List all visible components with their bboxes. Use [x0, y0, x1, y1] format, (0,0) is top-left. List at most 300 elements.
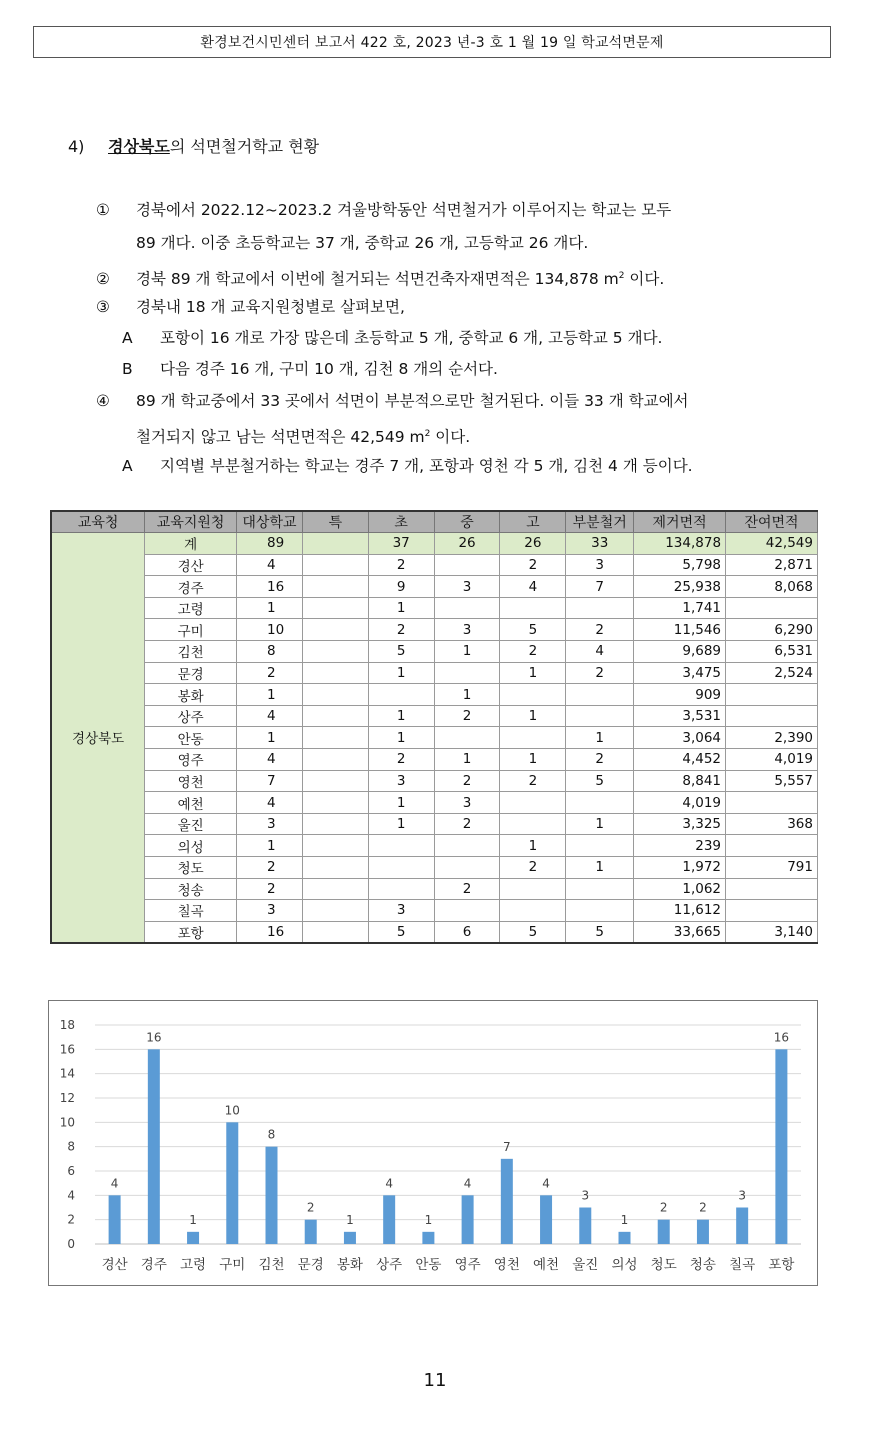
item-text: 89 개 학교중에서 33 곳에서 석면이 부분적으로만 철거된다. 이들 33 개 학교에서 — [136, 392, 689, 410]
table-cell: 1 — [434, 684, 500, 706]
x-tick-label: 청송 — [689, 1257, 716, 1273]
table-cell — [368, 835, 434, 857]
table-cell: 4 — [500, 576, 566, 598]
table-cell: 1 — [566, 857, 634, 879]
table-cell: 울진 — [145, 813, 237, 835]
table-cell: 예천 — [145, 792, 237, 814]
bar — [579, 1208, 591, 1245]
table-cell: 1 — [566, 813, 634, 835]
col-header: 교육지원청 — [145, 511, 237, 533]
x-tick-label: 의성 — [611, 1257, 638, 1273]
x-tick-label: 포항 — [768, 1257, 795, 1273]
x-tick-label: 안동 — [415, 1257, 442, 1273]
data-label: 16 — [146, 1030, 162, 1045]
data-label: 4 — [463, 1176, 472, 1191]
table-cell: 6,290 — [726, 619, 818, 641]
table-cell: 1,062 — [634, 878, 726, 900]
data-label: 3 — [738, 1188, 746, 1203]
list-item-1 — [96, 199, 671, 221]
list-item-4 — [96, 390, 689, 412]
table-cell: 33 — [566, 533, 634, 555]
table-cell: 3 — [236, 813, 302, 835]
table-cell: 8,068 — [726, 576, 818, 598]
table-cell — [726, 878, 818, 900]
report-header-text: 환경보건시민센터 보고서 422 호, 2023 년-3 호 1 월 19 일 학교석면문제 — [200, 35, 664, 51]
bar — [109, 1195, 121, 1244]
data-label: 1 — [346, 1212, 354, 1227]
table-row — [51, 770, 818, 792]
table-cell — [302, 554, 368, 576]
region-cell: 경상북도 — [51, 533, 145, 943]
item-marker: ① — [96, 201, 110, 219]
bar — [736, 1208, 748, 1245]
table-cell: 3,475 — [634, 662, 726, 684]
table-cell: 4 — [236, 749, 302, 771]
table-cell: 1,972 — [634, 857, 726, 879]
table-cell: 2 — [368, 619, 434, 641]
table-cell: 포항 — [145, 921, 237, 943]
y-tick-label: 0 — [67, 1237, 75, 1251]
table-cell: 3 — [368, 900, 434, 922]
table-cell: 1,741 — [634, 597, 726, 619]
col-header: 초 — [368, 511, 434, 533]
table-cell: 2 — [566, 619, 634, 641]
table-cell: 5 — [500, 619, 566, 641]
x-tick-label: 칠곡 — [729, 1257, 756, 1273]
table-cell — [500, 684, 566, 706]
table-row — [51, 900, 818, 922]
list-item-2 — [96, 265, 664, 290]
table-cell — [566, 792, 634, 814]
table-header-row — [51, 511, 818, 533]
table-cell: 4 — [236, 554, 302, 576]
table-cell — [302, 619, 368, 641]
bar — [501, 1159, 513, 1244]
x-tick-label: 구미 — [219, 1257, 246, 1273]
table-cell: 2 — [500, 857, 566, 879]
table-cell: 영천 — [145, 770, 237, 792]
col-header: 부분철거 — [566, 511, 634, 533]
table-cell: 1 — [236, 727, 302, 749]
item-text: 경북에서 2022.12~2023.2 겨울방학동안 석면철거가 이루어지는 학교는 모두 — [136, 201, 672, 219]
table-cell — [500, 727, 566, 749]
bar — [775, 1049, 787, 1244]
item-marker: A — [122, 329, 133, 347]
data-label: 2 — [699, 1200, 707, 1215]
table-cell: 239 — [634, 835, 726, 857]
table-cell — [566, 705, 634, 727]
table-cell: 25,938 — [634, 576, 726, 598]
table-cell — [434, 662, 500, 684]
x-tick-label: 문경 — [297, 1257, 324, 1273]
table-cell: 37 — [368, 533, 434, 555]
table-cell: 368 — [726, 813, 818, 835]
table-cell: 의성 — [145, 835, 237, 857]
table-cell — [302, 662, 368, 684]
y-tick-label: 6 — [67, 1164, 75, 1178]
table-cell — [726, 705, 818, 727]
x-tick-label: 김천 — [258, 1257, 285, 1273]
table-cell — [566, 597, 634, 619]
table-cell: 9,689 — [634, 641, 726, 663]
table-cell — [368, 857, 434, 879]
table-row — [51, 619, 818, 641]
bar — [148, 1049, 160, 1244]
table-cell: 1 — [236, 684, 302, 706]
table-cell: 2 — [500, 554, 566, 576]
table-cell: 6 — [434, 921, 500, 943]
table-cell: 4 — [236, 705, 302, 727]
table-cell — [434, 857, 500, 879]
table-cell — [434, 835, 500, 857]
table-cell: 11,546 — [634, 619, 726, 641]
item-text: 철거되지 않고 남는 석면면적은 42,549 m — [136, 428, 425, 447]
table-cell: 경주 — [145, 576, 237, 598]
table-cell: 26 — [500, 533, 566, 555]
table-cell — [302, 900, 368, 922]
table-cell: 2 — [368, 749, 434, 771]
item-text: 포항이 16 개로 가장 많은데 초등학교 5 개, 중학교 6 개, 고등학교 5 개다. — [160, 329, 663, 347]
x-tick-label: 상주 — [376, 1257, 403, 1273]
table-cell — [726, 835, 818, 857]
data-label: 4 — [542, 1176, 550, 1191]
table-cell: 4 — [566, 641, 634, 663]
table-cell: 1 — [566, 727, 634, 749]
table-cell: 7 — [566, 576, 634, 598]
table-cell: 26 — [434, 533, 500, 555]
table-cell — [500, 813, 566, 835]
y-tick-label: 14 — [59, 1066, 75, 1081]
table-cell: 2 — [434, 770, 500, 792]
table-cell: 3 — [236, 900, 302, 922]
table-cell: 2 — [236, 857, 302, 879]
y-tick-label: 18 — [59, 1018, 75, 1032]
table-row — [51, 662, 818, 684]
item-text-end: 이다. — [430, 428, 471, 447]
x-tick-label: 경산 — [101, 1257, 128, 1273]
table-row — [51, 857, 818, 879]
table-cell — [302, 576, 368, 598]
y-tick-label: 8 — [67, 1139, 75, 1154]
table-cell: 1 — [434, 641, 500, 663]
table-cell: 3 — [368, 770, 434, 792]
table-cell: 김천 — [145, 641, 237, 663]
data-label: 1 — [189, 1212, 197, 1227]
x-tick-label: 영천 — [493, 1257, 520, 1273]
section-number: 4) — [68, 137, 85, 156]
table-cell: 1 — [500, 662, 566, 684]
table-cell — [302, 857, 368, 879]
table-cell: 4,019 — [726, 749, 818, 771]
item-sup: 2 — [618, 271, 625, 281]
table-cell — [302, 641, 368, 663]
table-cell — [500, 878, 566, 900]
table-row — [51, 597, 818, 619]
table-cell: 89 — [236, 533, 302, 555]
item-text: 지역별 부분철거하는 학교는 경주 7 개, 포항과 영천 각 5 개, 김천 4 개 등이다. — [160, 457, 693, 475]
report-header — [33, 26, 831, 58]
table-cell: 봉화 — [145, 684, 237, 706]
page-number: 11 — [423, 1370, 447, 1391]
x-tick-label: 경주 — [140, 1257, 167, 1273]
table-cell: 5,798 — [634, 554, 726, 576]
table-cell — [566, 684, 634, 706]
table-cell — [566, 878, 634, 900]
x-tick-label: 청도 — [650, 1257, 677, 1273]
table-cell — [302, 813, 368, 835]
table-cell — [566, 835, 634, 857]
col-header: 특 — [302, 511, 368, 533]
table-cell: 5 — [368, 921, 434, 943]
y-tick-label: 4 — [67, 1188, 75, 1203]
col-header: 교육청 — [51, 511, 145, 533]
bar — [266, 1147, 278, 1244]
table-cell: 2,524 — [726, 662, 818, 684]
table-row — [51, 813, 818, 835]
table-cell — [302, 835, 368, 857]
data-label: 2 — [659, 1200, 668, 1215]
table-cell — [726, 792, 818, 814]
col-header: 대상학교 — [236, 511, 302, 533]
table-cell: 고령 — [145, 597, 237, 619]
x-tick-label: 울진 — [572, 1257, 599, 1273]
table-cell: 4,019 — [634, 792, 726, 814]
section-region: 경상북도 — [108, 137, 170, 156]
data-label: 4 — [110, 1176, 119, 1191]
table-cell: 상주 — [145, 705, 237, 727]
bar-chart-svg — [49, 1001, 816, 1284]
item-text: 다음 경주 16 개, 구미 10 개, 김천 8 개의 순서다. — [160, 360, 498, 378]
data-label: 7 — [503, 1139, 511, 1154]
table-cell — [726, 597, 818, 619]
data-label: 10 — [224, 1103, 240, 1118]
col-header: 고 — [500, 511, 566, 533]
col-header: 제거면적 — [634, 511, 726, 533]
data-label: 3 — [581, 1188, 590, 1203]
table-cell — [302, 878, 368, 900]
table-cell: 1 — [368, 792, 434, 814]
table-cell: 33,665 — [634, 921, 726, 943]
table-cell: 1 — [368, 705, 434, 727]
y-tick-label: 2 — [67, 1212, 75, 1227]
school-table — [50, 510, 818, 944]
table-cell: 16 — [236, 921, 302, 943]
x-tick-label: 고령 — [180, 1257, 207, 1273]
item-marker: ② — [96, 270, 110, 289]
table-cell: 3,325 — [634, 813, 726, 835]
section-title-rest: 의 석면철거학교 현황 — [169, 137, 320, 156]
data-label: 4 — [385, 1176, 393, 1191]
bar-chart — [48, 1000, 818, 1286]
col-header: 중 — [434, 511, 500, 533]
table-cell: 3 — [434, 619, 500, 641]
table-cell: 1 — [434, 749, 500, 771]
table-cell: 2 — [500, 770, 566, 792]
item-text: 89 개다. 이중 초등학교는 37 개, 중학교 26 개, 고등학교 26 개다. — [136, 234, 589, 252]
bar — [462, 1195, 474, 1244]
bar — [226, 1122, 238, 1244]
table-cell: 9 — [368, 576, 434, 598]
table-cell: 경산 — [145, 554, 237, 576]
table-cell: 3,064 — [634, 727, 726, 749]
bar — [697, 1220, 709, 1244]
table-row — [51, 835, 818, 857]
table-cell — [302, 684, 368, 706]
table-cell — [302, 792, 368, 814]
table-cell: 3,531 — [634, 705, 726, 727]
table-cell: 2 — [434, 878, 500, 900]
table-cell: 5 — [566, 770, 634, 792]
item-marker: A — [122, 457, 133, 475]
y-tick-label: 10 — [59, 1115, 75, 1130]
table-row — [51, 576, 818, 598]
table-cell: 청도 — [145, 857, 237, 879]
table-cell: 청송 — [145, 878, 237, 900]
item-sup: 2 — [424, 429, 431, 439]
table-cell: 2,390 — [726, 727, 818, 749]
table-cell — [434, 554, 500, 576]
sub-item-b — [122, 358, 498, 380]
table-cell — [434, 597, 500, 619]
item-marker: ③ — [96, 298, 110, 316]
item-text: 경북 89 개 학교에서 이번에 철거되는 석면건축자재면적은 134,878 m — [136, 270, 619, 289]
table-cell: 구미 — [145, 619, 237, 641]
item-text: 경북내 18 개 교육지원청별로 살펴보면, — [136, 298, 405, 316]
table-cell: 6,531 — [726, 641, 818, 663]
sub-item-a-2 — [122, 455, 693, 477]
bar — [619, 1232, 631, 1244]
table-cell — [302, 705, 368, 727]
table-cell — [302, 727, 368, 749]
table-row — [51, 792, 818, 814]
table-cell — [500, 792, 566, 814]
table-row — [51, 554, 818, 576]
table-row — [51, 749, 818, 771]
table-cell — [302, 921, 368, 943]
list-item-1-cont — [136, 232, 588, 254]
table-cell: 134,878 — [634, 533, 726, 555]
table-cell — [434, 900, 500, 922]
table-row — [51, 641, 818, 663]
table-cell: 1 — [368, 813, 434, 835]
item-marker: ④ — [96, 392, 110, 410]
table-cell: 3 — [434, 576, 500, 598]
table-cell: 5 — [500, 921, 566, 943]
table-cell: 칠곡 — [145, 900, 237, 922]
bar — [305, 1220, 317, 1244]
table-total-row — [51, 533, 818, 555]
x-tick-label: 예천 — [533, 1257, 560, 1273]
table-cell: 909 — [634, 684, 726, 706]
table-row — [51, 727, 818, 749]
table-cell — [302, 770, 368, 792]
table-cell: 1 — [236, 835, 302, 857]
bar — [383, 1195, 395, 1244]
bar — [422, 1232, 434, 1244]
table-cell — [302, 749, 368, 771]
table-cell: 1 — [500, 749, 566, 771]
table-cell: 계 — [145, 533, 237, 555]
table-cell: 5,557 — [726, 770, 818, 792]
table-cell: 1 — [500, 705, 566, 727]
table-cell: 3 — [434, 792, 500, 814]
table-cell — [434, 727, 500, 749]
bar — [187, 1232, 199, 1244]
table-cell: 4 — [236, 792, 302, 814]
table-cell — [726, 900, 818, 922]
item-marker: B — [122, 360, 133, 378]
table-row — [51, 684, 818, 706]
table-cell — [500, 900, 566, 922]
y-tick-label: 12 — [59, 1091, 75, 1105]
sub-item-a — [122, 327, 662, 349]
table-cell: 2 — [236, 662, 302, 684]
table-row — [51, 705, 818, 727]
table-cell: 1 — [500, 835, 566, 857]
x-tick-label: 봉화 — [336, 1257, 363, 1273]
table-cell: 1 — [236, 597, 302, 619]
table-cell: 문경 — [145, 662, 237, 684]
data-label: 1 — [620, 1212, 629, 1227]
table-cell: 2 — [434, 705, 500, 727]
table-cell: 2 — [368, 554, 434, 576]
table-cell: 2 — [500, 641, 566, 663]
table-cell — [302, 597, 368, 619]
table-cell — [566, 900, 634, 922]
data-label: 8 — [267, 1127, 276, 1142]
y-tick-label: 16 — [59, 1042, 75, 1057]
table-cell: 안동 — [145, 727, 237, 749]
data-label: 1 — [424, 1212, 433, 1227]
table-cell: 3,140 — [726, 921, 818, 943]
table-cell: 8,841 — [634, 770, 726, 792]
table-cell: 2 — [236, 878, 302, 900]
bar — [658, 1220, 670, 1244]
col-header: 잔여면적 — [726, 511, 818, 533]
table-cell: 2 — [566, 749, 634, 771]
table-cell — [368, 878, 434, 900]
table-cell — [302, 533, 368, 555]
table-cell: 3 — [566, 554, 634, 576]
table-cell: 1 — [368, 597, 434, 619]
bar — [344, 1232, 356, 1244]
table-row — [51, 921, 818, 943]
table-cell: 1 — [368, 727, 434, 749]
table-cell — [726, 684, 818, 706]
x-tick-label: 영주 — [454, 1257, 481, 1273]
bar — [540, 1195, 552, 1244]
table-cell: 8 — [236, 641, 302, 663]
table-cell: 2,871 — [726, 554, 818, 576]
table-cell — [368, 684, 434, 706]
table-cell: 7 — [236, 770, 302, 792]
table-cell: 2 — [434, 813, 500, 835]
item-text-end: 이다. — [624, 270, 665, 289]
table-cell: 10 — [236, 619, 302, 641]
table-cell: 4,452 — [634, 749, 726, 771]
list-item-4-cont — [136, 423, 470, 448]
section-title — [68, 134, 319, 157]
table-cell: 11,612 — [634, 900, 726, 922]
table-cell: 5 — [368, 641, 434, 663]
table-cell: 791 — [726, 857, 818, 879]
table-cell: 1 — [368, 662, 434, 684]
table-cell: 영주 — [145, 749, 237, 771]
table-cell: 2 — [566, 662, 634, 684]
table-cell: 42,549 — [726, 533, 818, 555]
table-cell: 5 — [566, 921, 634, 943]
data-label: 16 — [773, 1030, 790, 1045]
